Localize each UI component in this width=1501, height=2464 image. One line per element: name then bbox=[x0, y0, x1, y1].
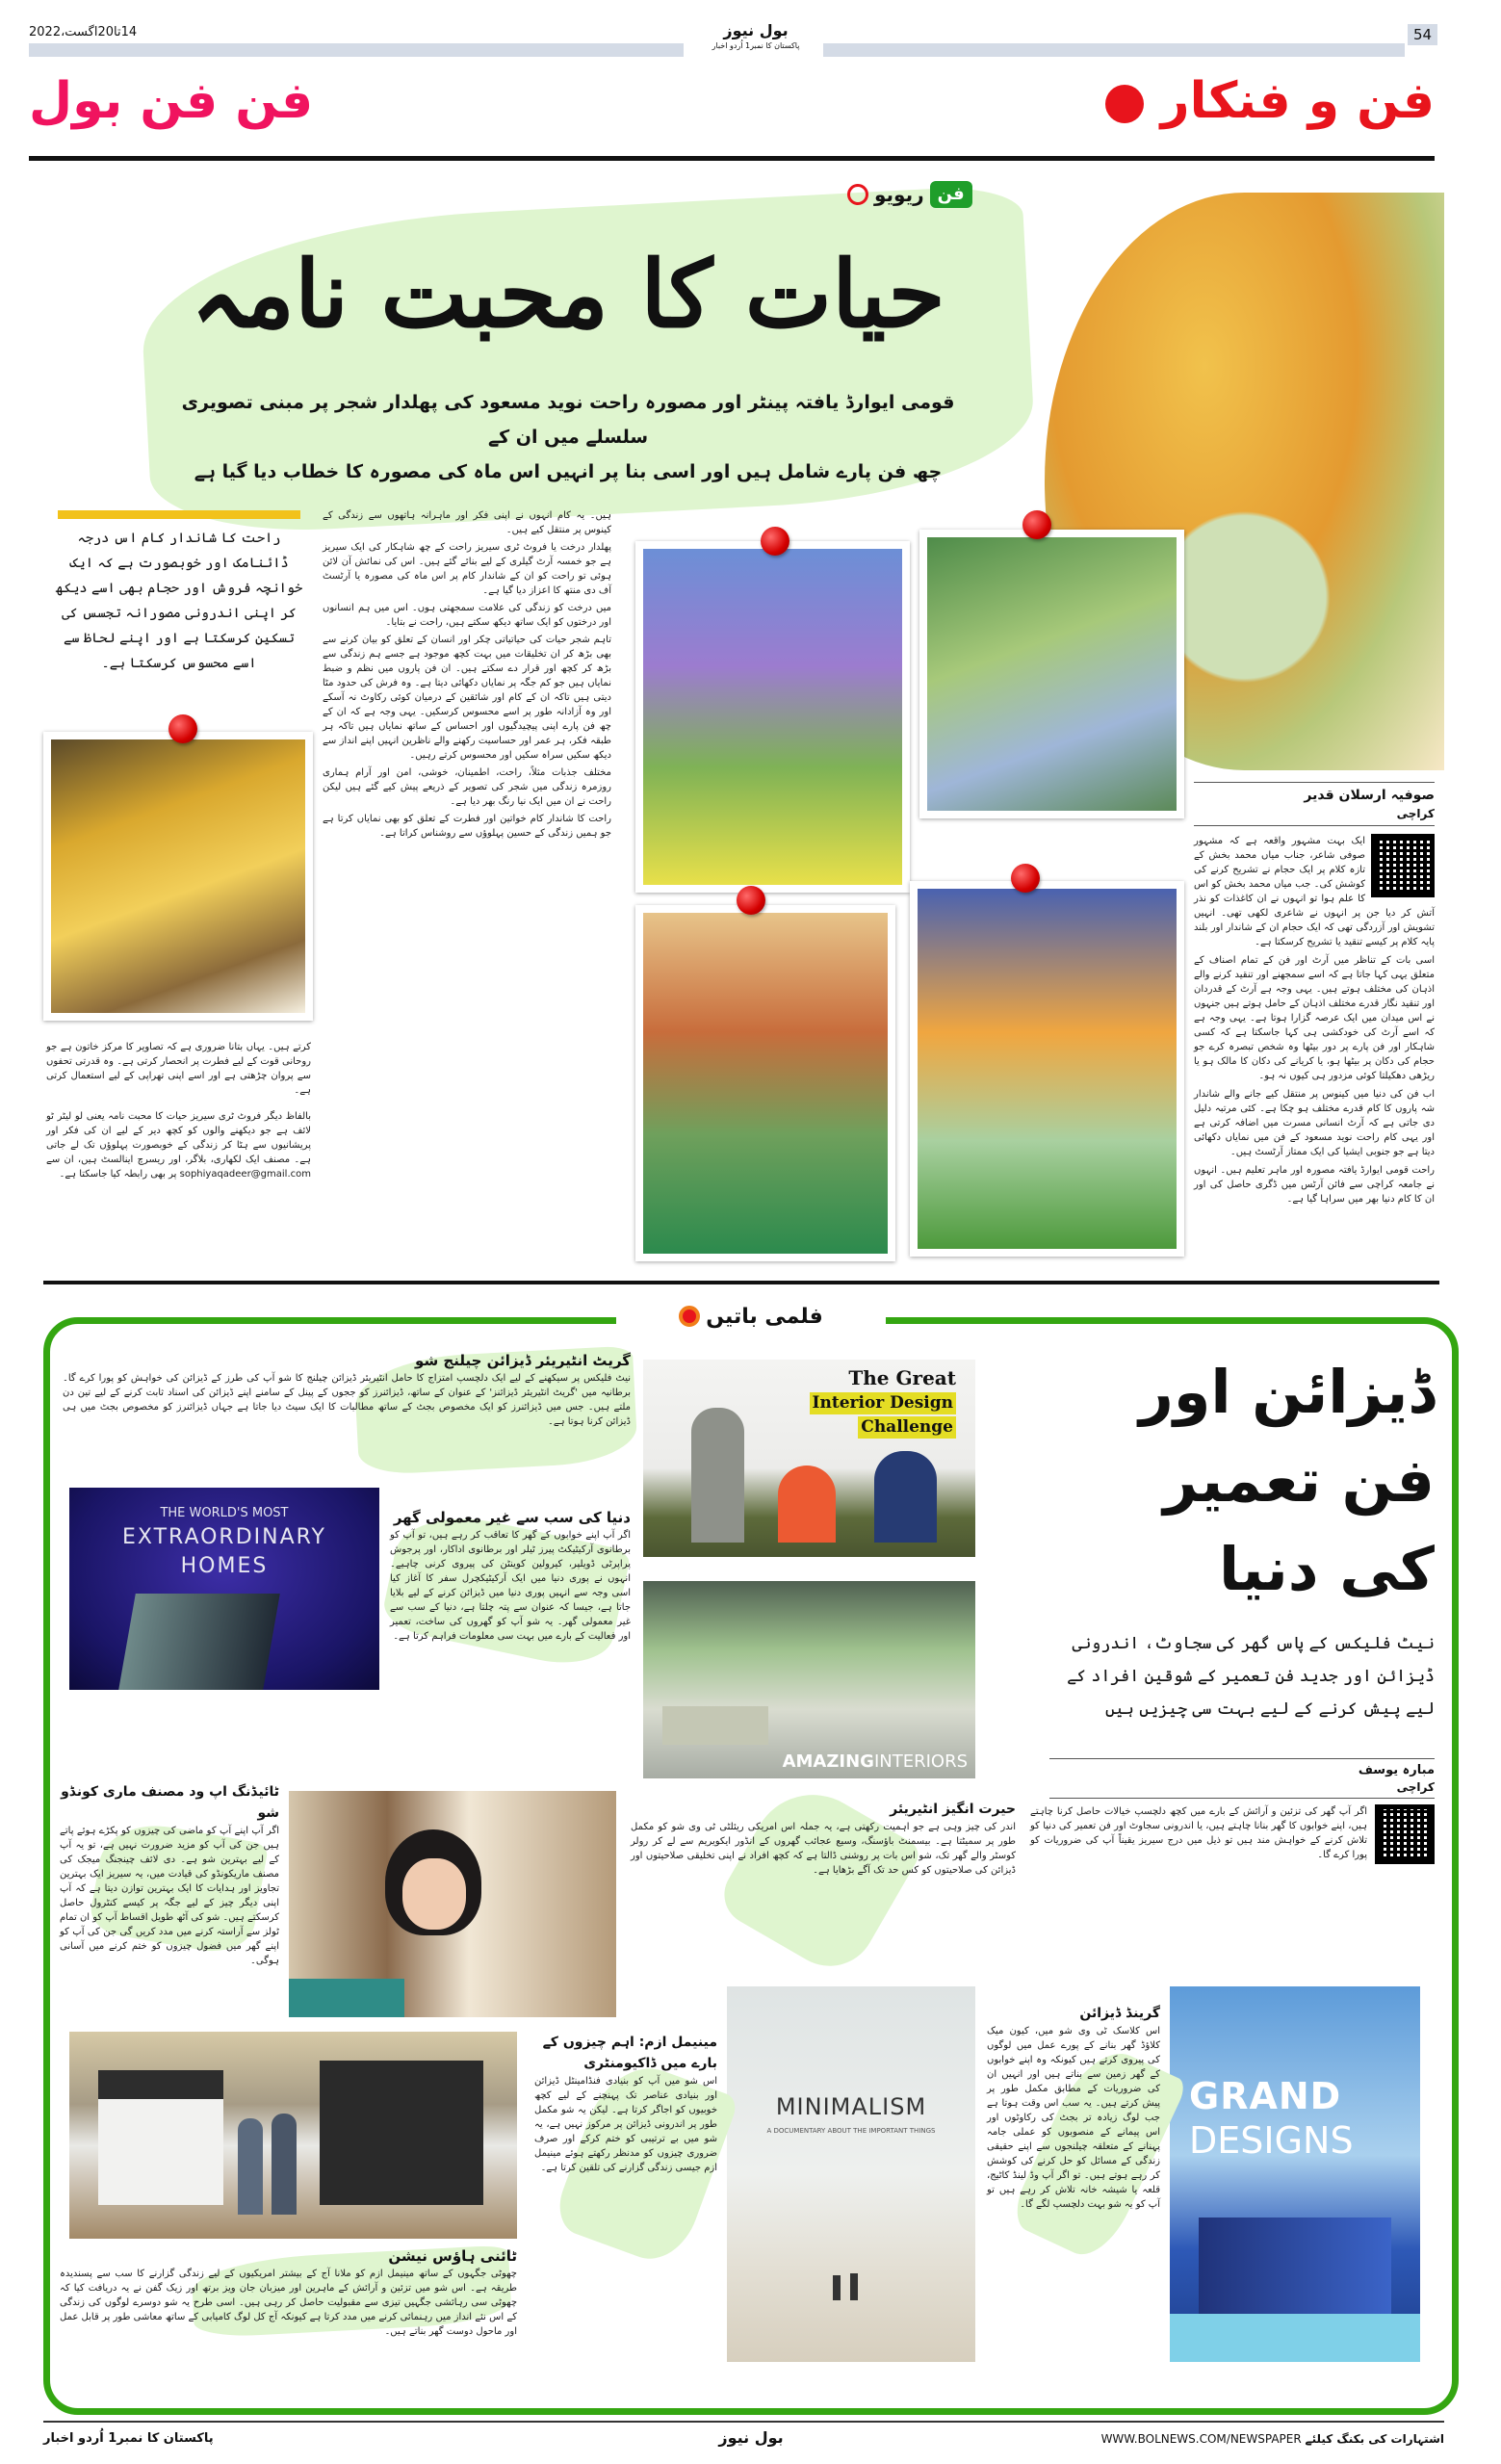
poster-title-bold: AMAZING bbox=[782, 1751, 874, 1772]
paragraph: بالفاظ دیگر فروٹ ٹری سیریز حیات کا محبت نامہ یعنی لو لیٹر ٹو لائف ہے جو دیکھنے والوں کو کچھ دیر کے لیے ان کی فکر اور پریشانیوں سے ہٹا کر زندگی کے خوبصورت پہلوؤں تک لے جاتی ہے۔ مصنف ایک لکھاری، بلاگر، اور ریسرچ اینالسٹ ہیں، ان سے sophiyaqadeer@gmail.com پر بھی رابطہ کیا جاسکتا ہے۔ bbox=[46, 1111, 311, 1180]
figure-shape bbox=[833, 2275, 841, 2300]
poster-line1: THE WORLD'S MOST bbox=[160, 1506, 289, 1520]
poster-title-line2: Interior Design bbox=[810, 1392, 956, 1414]
painting-woman-seated-tree bbox=[910, 881, 1184, 1257]
article-tidying-up bbox=[60, 1781, 279, 1968]
header-bar-right bbox=[823, 43, 1405, 57]
left-section-logo bbox=[29, 67, 313, 135]
feature-standfirst bbox=[173, 385, 963, 489]
qr-spacer bbox=[1365, 834, 1435, 903]
host-figure bbox=[238, 2118, 263, 2215]
right-logo-text: فن و فنکار bbox=[1160, 72, 1435, 130]
left-logo-text: فن فن بول bbox=[29, 72, 314, 130]
tiny-house-shape bbox=[98, 2070, 223, 2205]
footer-center: بول نیوز bbox=[718, 2428, 784, 2447]
article-title: گریٹ انٹیریئر ڈیزائن چیلنج شو bbox=[415, 1352, 631, 1369]
poster-worlds-most-extraordinary-homes bbox=[69, 1488, 379, 1690]
host-grey-vest bbox=[691, 1408, 744, 1543]
paragraph: ایک بہت مشہور واقعہ ہے کہ مشہور صوفی شاعر، جناب میاں محمد بخش کے تازہ کلام پر ایک حجام نے تشریح کرنے کی کوشش کی۔ جب میاں محمد بخش کو اس کا علم ہوا تو انہوں نے ان کاغذات کو نذر آتش کر دیا جن پر انہوں نے شاعری لکھی تھی۔ انہیں تشویش اور آزردگی تھی کہ ایک حجام ان کے شاندار اور بلند پایہ کلام پر کیسے تنقید یا تشریح کرسکتا ہے۔ bbox=[1194, 836, 1435, 947]
pool-shape bbox=[1170, 2314, 1420, 2362]
page-number: 54 bbox=[1408, 24, 1437, 45]
article-title: ٹائیڈنگ اپ ود مصنف ماری کونڈو شو bbox=[61, 1784, 279, 1821]
poster-title-line2: DESIGNS bbox=[1189, 2119, 1354, 2162]
paragraph: کرتے ہیں۔ یہاں بتانا ضروری ہے کہ تصاویر کا مرکز خاتون ہے جو روحانی قوت کے لیے فطرت پر انحصار کرتی ہے۔ وہ قدرتی تحفوں سے پروان چڑھتی ہے اور اسے اپنی تھراپی کے لیے استعمال کرتی ہے۔ bbox=[46, 1042, 311, 1096]
film-city: کراچی bbox=[1396, 1780, 1435, 1794]
film-author-block bbox=[1049, 1758, 1435, 1799]
footer-url-link[interactable]: WWW.BOLNEWS.COM/NEWSPAPER bbox=[1100, 2432, 1302, 2446]
film-headline-line-3: کی دنیا bbox=[1218, 1534, 1435, 1604]
paragraph: راحت کا شاندار کام خواتین اور فطرت کے تعلق کو بھی نمایاں کرتا ہے جو ہمیں زندگی کے حسین پہلوؤں سے روشناس کراتا ہے۔ bbox=[323, 814, 611, 839]
magnifier-icon bbox=[847, 184, 868, 205]
paper-name: بول نیوز bbox=[723, 21, 789, 39]
article-grand-designs bbox=[987, 2003, 1160, 2212]
push-pin-icon bbox=[1011, 864, 1040, 893]
article-title: حیرت انگیز انٹیریئر bbox=[890, 1802, 1016, 1817]
sofa-shape bbox=[662, 1706, 768, 1745]
theatre-masks-icon bbox=[1105, 85, 1144, 123]
poster-minimalism bbox=[727, 1986, 975, 2362]
article-minimalism bbox=[534, 2032, 717, 2175]
poster-amazing-interiors bbox=[643, 1581, 975, 1778]
host-orange-dress bbox=[778, 1465, 836, 1543]
footer-left: پاکستان کا نمبر1 اُردو اخبار bbox=[43, 2431, 214, 2446]
header-bar-left bbox=[29, 43, 684, 57]
poster-great-interior-design-challenge bbox=[643, 1360, 975, 1557]
article-body: اس کلاسک ٹی وی شو میں، کیون میک کلاؤڈ گھر بنانے کے پورے عمل میں لوگوں کی پیروی کرتے ہیں کیونکہ وہ اپنے خوابوں کے گھر زمین سے بناتے ہیں اور انہیں ان کی ضروریات کے مطابق مکمل طور پر پیش کرتے ہیں۔ یہ سب اس وقت ہوتا ہے جب لوگ زیادہ تر بجٹ کی رکاوٹوں اور اس پیمانے کے منصوبوں کو عملی جامہ پہنانے کے متعلقہ چیلنجوں سے اپنے حقیقی زندگی کے مسائل کو حل کرنے کی کوشش کر رہے ہوتے ہیں۔ تو اگر آپ وڈ لینڈ کاٹیج، قلعہ یا شیشہ خانہ تلاش کر رہے ہیں تو آپ کو یہ شو بہت دلچسپ لگے گا۔ bbox=[987, 2026, 1160, 2210]
article-great-interior bbox=[63, 1350, 631, 1429]
house-shape bbox=[1199, 2218, 1391, 2323]
issue-date: 14تا20اگست،2022 bbox=[29, 25, 138, 39]
feature-city: کراچی bbox=[1396, 807, 1435, 820]
article-body: چھوٹی جگہوں کے ساتھ مینیمل ازم کو ملانا آج کے بیشتر امریکیوں کے لیے زندگی گزارنے کا سب سے پسندیدہ طریقہ ہے۔ اس شو میں تزئین و آرائش کے ماہرین اور میزبان جان ویز برتھ اور زیک گفن نے یہ دریافت کیا کہ چھوٹی سی رہائشی جگہیں تیزی سے مقبولیت حاصل کر رہی ہیں۔ اسی طرح یہ شو دوسرے لوگوں کی زندگی کے اس نئے انداز میں رہنمائی کرنے میں مدد کرتا ہے کیونکہ آج کل لوگ کامیابی کے ساتھ معاشی طور پر قابل عمل اور ماحول دوست گھر بناتے ہیں۔ bbox=[60, 2269, 517, 2337]
footer-right bbox=[1021, 2430, 1444, 2448]
push-pin-icon bbox=[1022, 510, 1051, 539]
film-banner bbox=[616, 1295, 886, 1337]
badge-review: ریویو bbox=[874, 183, 924, 206]
poster-title-line3: Challenge bbox=[858, 1416, 956, 1439]
article-title: مینیمل ازم: اہم چیزوں کے بارے میں ڈاکیومنٹری bbox=[542, 2035, 717, 2071]
feature-column-right bbox=[1194, 834, 1435, 1206]
push-pin-icon bbox=[737, 886, 765, 915]
article-tiny-house-nation bbox=[60, 2245, 517, 2339]
host-figure bbox=[272, 2114, 297, 2215]
painting-woman-phone bbox=[635, 905, 895, 1261]
paragraph: تاہم شجر حیات کی حیاتیاتی چکر اور انسان کے تعلق کو بیان کرنے سے بھی بڑھ کر ان تخلیقات میں بہت کچھ موجود ہے جسے ہم زندگی سے بڑھ کر کچھ اور قرار دے سکتے ہیں۔ ان فن پاروں میں نظم و ضبط نمایاں ہیں جو کم جگہ پر نمایاں دکھائی دیتا ہے۔ وہ فرش کی حدود مٹا دیتی ہیں تاکہ ان کے کام اور شائقین کے درمیان کوئی رکاوٹ نہ آسکے اور وہ آزادانہ طور پر اسے محسوس کرسکیں۔ یہی وجہ ہے کہ ان کے چھ فن پارے اپنی پیچیدگیوں اور احساس کے ساتھ نمایاں ہیں تاکہ ہر طبقہ فکر، ہر عمر اور حساسیت رکھنے والے ناظرین انہیں اپنے انداز سے دیکھ سکیں سراہ سکیں اور محسوس کرتے رہیں۔ bbox=[323, 635, 611, 761]
paragraph: اب فن کی دنیا میں کینوس پر منتقل کیے جانے والے شاندار شہ پاروں کا کام قدرے مختلف ہو چکا ہے۔ کئی مرتبہ دلیل دی جاتی ہے کہ آرٹ انسانی مسرت میں اضافہ کرتی ہے اور یہی کام راحت نوید مسعود کے فن میں نمایاں دکھائی دیتا ہے جو جنوبی ایشیا کی ایک ممتاز آرٹسٹ ہیں۔ bbox=[1194, 1089, 1435, 1157]
badge-fun: فن bbox=[930, 181, 972, 208]
standfirst-line-1: قومی ایوارڈ یافتہ پینٹر اور مصورہ راحت نوید مسعود کی پھلدار شجر پر مبنی تصویری سلسلے میں ان کے bbox=[181, 392, 955, 448]
article-title: ٹائنی ہاؤس نیشن bbox=[388, 2247, 517, 2265]
poster-line2: EXTRAORDINARY bbox=[122, 1525, 326, 1549]
poster-line3: HOMES bbox=[180, 1554, 269, 1578]
painting-woman-reclining bbox=[919, 530, 1184, 818]
poster-grand-designs bbox=[1170, 1986, 1420, 2362]
paper-tagline: پاکستان کا نمبر1 اُردو اخبار bbox=[712, 41, 800, 50]
photo-marie-kondo bbox=[289, 1791, 616, 2017]
film-author: مبارہ یوسف bbox=[1358, 1763, 1435, 1777]
review-badge bbox=[847, 181, 972, 208]
host-navy-jacket bbox=[874, 1451, 937, 1543]
article-body: نیٹ فلیکس پر سیکھنے کے لیے ایک دلچسپ امتزاج کا حامل انٹیریئر ڈیزائن چیلنج کا شو آپ کی طرز کے ڈیزائن کی خواہش کو پورا کرے گا۔ برطانیہ میں 'گریٹ انٹیریئر ڈیزائنز' کے عنوان کے ساتھ، ڈیزائنرز کو ججوں کے پینل کے سامنے اپنے ڈیزائن کی اسناد ثابت کرنے کے لیے تین دن ملتے ہیں۔ جس میں ڈیزائنرز کو ایک مخصوص بجٹ کے ساتھ مطالبات کا ایک سیٹ دیا جاتا ہے جہاں ڈیزائنرز کو مخصوص بجٹ میں ہی ڈیزائن کرنا ہوتا ہے۔ bbox=[63, 1373, 631, 1427]
tiny-house-shape bbox=[320, 2061, 483, 2205]
film-banner-text: فلمی باتیں bbox=[706, 1304, 823, 1329]
film-reel-icon bbox=[679, 1306, 700, 1327]
poster-title: MINIMALISM bbox=[775, 2093, 927, 2120]
paper-nameplate bbox=[688, 21, 823, 51]
feature-column-left bbox=[46, 1040, 311, 1181]
article-title: دنیا کی سب سے غیر معمولی گھر bbox=[393, 1509, 631, 1526]
poster-title-line1: GRAND bbox=[1189, 2075, 1342, 2117]
figure-shape bbox=[850, 2273, 858, 2300]
film-standfirst: نیٹ فلیکس کے پاس گھر کی سجاوٹ، اندرونی ڈیزائن اور جدید فن تعمیر کے شوقین افراد کے لیے پیش کرنے کے لیے بہت سی چیزیں ہیں bbox=[1067, 1634, 1435, 1719]
film-qr-code[interactable] bbox=[1375, 1804, 1435, 1864]
poster-title-line1: The Great bbox=[848, 1366, 956, 1389]
film-headline-line-2: فن تعمیر bbox=[1163, 1445, 1435, 1516]
article-body: اندر کی چیز وہی ہے جو اہمیت رکھتی ہے، یہ جملہ اس امریکی ریئلٹی ٹی وی شو کو مکمل طور پر سمیٹتا ہے۔ بیسمنٹ باؤسنگ، وسیع عجائب گھروں کے انڈور ایکویریم سے لے کر رولر کوسٹر والے گھر تک، شو اس بات پر روشنی ڈالتا ہے کہ کچھ افراد نے اپنی تخلیقی صلاحیتوں اور ڈیزائن کی صلاحیتوں کو کس حد تک آگے بڑھایا ہے۔ bbox=[631, 1822, 1016, 1876]
photo-tiny-house-nation bbox=[69, 2032, 517, 2239]
modern-house-shape bbox=[118, 1594, 280, 1690]
article-body: اس شو میں آپ کو بنیادی فنڈامینٹل ڈیزائن اور بنیادی عناصر تک پہنچنے کے لیے کچھ خوبیوں کو اجاگر کرتا ہے۔ لیکن یہ شو مکمل طور پر اندرونی ڈیزائن پر مرکوز نہیں ہے، یہ شو میں بے ترتیبی کو ختم کرکے اور صرف ضروری چیزوں کو مدنظر رکھتے ہوئے مینیمل ازم جیسی زندگی گزارنے کی تلقین کرتا ہے۔ bbox=[534, 2076, 717, 2173]
pull-quote: راحت کا شاندار کام اس درجہ ڈائنامک اور خوبصورت ہے کہ ایک خوانچہ فروش اور حجام بھی اسے دیکھ کر اپنی اندرونی مصورانہ تجسس کی تسکین کرسکتا ہے اور اپنے لحاظ سے اسے محسوس کرسکتا ہے۔ bbox=[55, 531, 303, 671]
push-pin-icon bbox=[168, 714, 197, 743]
poster-title-light: INTERIORS bbox=[873, 1751, 968, 1772]
feature-column-middle bbox=[323, 508, 611, 841]
article-body: اگر آپ اپنے آپ کو ماضی کی چیزوں کو پکڑے ہوئے پاتے ہیں جن کی آپ کو مزید ضرورت نہیں ہے، تو یہ آپ کے لیے بہترین شو ہے۔ دی لائف چینجنگ میجک کی مصنف ماریکونڈو کی قیادت میں، یہ سیریز ایک بہترین تجاویز اور ہدایات کا ایک بہترین توازن دیتا ہے کہ آپ اپنی دیگر چیز کے لیے جگہ پر کیسے کنٹرول حاصل کرسکتے ہیں۔ شو کی آٹھ طویل اقساط آپ کو ان تمام ٹولز سے آراستہ کرنے میں مدد کریں گی جن کی آپ کو اپنے گھر میں فضول چیزوں کو ختم کرنے میں آسانی ہوگی۔ bbox=[59, 1826, 279, 1966]
standfirst-line-2: چھ فن پارے شامل ہیں اور اسی بنا پر انہیں اس ماہ کی مصورہ کا خطاب دیا گیا ہے bbox=[194, 461, 943, 482]
feature-end-rule bbox=[43, 1281, 1439, 1284]
footer-ad-label: اشتہارات کی بکنگ کیلئے bbox=[1305, 2432, 1444, 2446]
painting-still-life-vase bbox=[43, 732, 313, 1021]
paragraph: اسی بات کے تناظر میں آرٹ اور فن کے تمام اصناف کے متعلق یہی کہا جاتا ہے کہ اسے سمجھنے اور تنقید کرنے والے اذہان کی مختلف ہوتے ہیں۔ یہی وجہ ہے آرٹ کے قدردان اور تنقید نگار قدرے مختلف اذہان کے حامل ہوتے ہیں جنہوں نے اس میدان میں ایک عرصہ گزارا ہوتا ہے۔ یہی وجہ ہے کہ اسے آرٹ کی خودکشی ہی کہا جاسکتا ہے کہ کسی شاہکار اور فن پارے پر دور بیٹھا وہ شخص تبصرہ کرے جو حجام کی دکان پر بیٹھا ہو، یا کریانے کی دکان کا مالک ہو یا ریڑھی دھکیلتا کوئی مزدور ہی کیوں نہ ہو۔ bbox=[1194, 955, 1435, 1081]
poster-title bbox=[783, 1751, 968, 1773]
masthead bbox=[0, 0, 1501, 164]
poster-subtitle: A DOCUMENTARY ABOUT THE IMPORTANT THINGS bbox=[766, 2127, 936, 2135]
author-block bbox=[1194, 782, 1435, 826]
article-amazing-interiors bbox=[631, 1799, 1016, 1878]
right-section-logo bbox=[1078, 67, 1435, 135]
film-headline bbox=[1078, 1348, 1435, 1614]
painting-woman-yellow bbox=[635, 541, 910, 893]
paragraph: راحت قومی ایوارڈ یافتہ مصورہ اور ماہر تعلیم ہیں۔ انہوں نے جامعہ کراچی سے فائن آرٹس میں ڈگری حاصل کی اور ان کا کام دنیا بھر میں سراہا گیا ہے۔ bbox=[1194, 1165, 1435, 1205]
feature-author: صوفیہ ارسلان قدیر bbox=[1304, 788, 1435, 803]
feature-headline: حیات کا محبت نامہ bbox=[191, 240, 945, 349]
paragraph: ہیں۔ یہ کام انہوں نے اپنی فکر اور ماہرانہ ہاتھوں سے زندگی کے کینوس پر منتقل کیے ہیں۔ bbox=[323, 510, 611, 535]
film-intro: اگر آپ گھر کی تزئین و آرائش کے بارے میں کچھ دلچسپ خیالات حاصل کرنا چاہتے ہیں، اپنے خوابوں کا گھر بنانا چاہتے ہیں، یا اندرونی سجاوٹ اور فن تعمیر کی دنیا کو تلاش کرنے کے خواہش مند ہیں تو ذیل میں درج سیریز یقیناً آپ کی ضروریات کو پورا کرے گا۔ bbox=[1030, 1806, 1367, 1860]
push-pin-icon bbox=[761, 527, 789, 556]
footer-rule bbox=[43, 2421, 1444, 2423]
pull-quote-bar bbox=[58, 510, 300, 519]
paragraph: مختلف جذبات مثلاً، راحت، اطمینان، خوشی، امن اور آرام ہماری روزمرہ زندگی میں شجر کی تصویر کے ذریعے پیش کیے گئے ہیں لیکن راحت نے ان میں ایک نیا رنگ بھر دیا ہے۔ bbox=[323, 767, 611, 807]
table-shape bbox=[289, 1979, 404, 2017]
article-title: گرینڈ ڈیزائن bbox=[1079, 2006, 1160, 2021]
woman-face-shape bbox=[402, 1858, 466, 1930]
paragraph: میں درخت کو زندگی کی علامت سمجھتی ہوں۔ اس میں ہم انسانوں اور درختوں کو ایک ساتھ دیکھ سکتے ہیں، راحت نے بتایا۔ bbox=[323, 603, 611, 628]
paragraph: پھلدار درخت یا فروٹ ٹری سیریز راحت کے چھ شاہکار کی ایک سیریز ہے جو خمسہ آرٹ گیلری کے لیے بنائے گئے ہیں۔ اس کی نمائش آن لائن ہوئی تو راحت کو ان کے شاندار کام پر اس ماہ کی مصورہ یا آرٹسٹ آف دی منتھ کا اعزاز دیا گیا ہے۔ bbox=[323, 542, 611, 596]
header-rule bbox=[29, 156, 1435, 161]
article-extraordinary-homes bbox=[390, 1507, 631, 1644]
article-body: اگر آپ اپنے خوابوں کے گھر کا تعاقب کر رہے ہیں، تو آپ کو برطانوی آرکیٹیکٹ پیرز ٹیلر اور برطانوی اداکار، اور پرجوش پراپرٹی ڈویلپر، کیرولین کوینٹن کی پیروی کرنی چاہیے۔ انہوں نے پوری دنیا میں ایک آرکیٹیکچرل سفر کا آغاز کیا اسی وجہ سے انہیں پوری دنیا میں ڈیزائن کرنے کے لیے بلایا جاتا ہے، جیسا کہ عنوان سے پتہ چلتا ہے، دنیا کے سب سے غیر معمولی گھر۔ یہ شو آپ کو گھروں کی ساخت، تعمیر اور فعالیت کے بارے میں بہت سی معلومات فراہم کرتا ہے۔ bbox=[390, 1530, 631, 1642]
film-headline-line-1: ڈیزائن اور bbox=[1139, 1357, 1435, 1427]
